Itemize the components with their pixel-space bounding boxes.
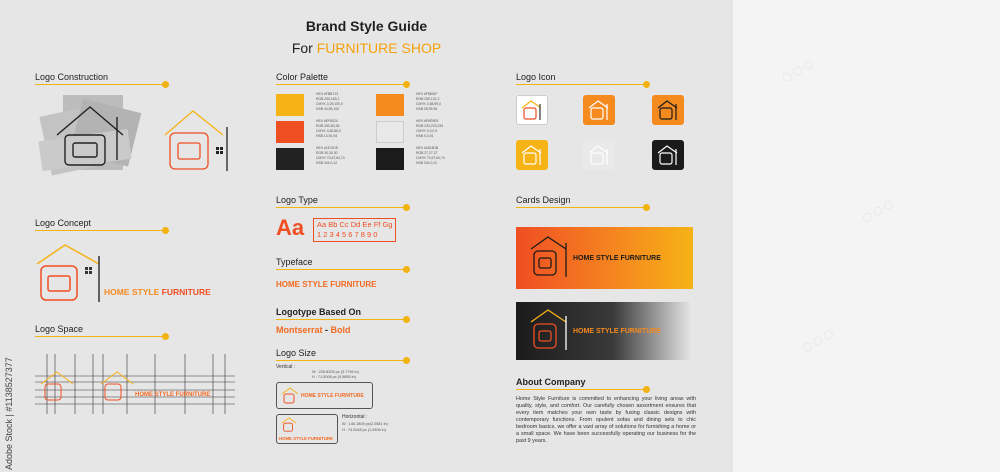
logo-type-sample: Aa (276, 215, 305, 240)
section-heading-typeface: Typeface (276, 257, 313, 267)
section-heading-logo-concept: Logo Concept (35, 218, 92, 228)
logo-icon-variant (652, 140, 684, 170)
section-dot (643, 81, 650, 88)
vertical-height: H : 71.5008 px (0.9855 in) (312, 375, 356, 379)
house-chair-icon (657, 144, 679, 166)
color-value-line: HSB 344,0,12 (316, 161, 338, 165)
color-value-line: HEX #FBB713 (316, 92, 339, 96)
color-value-line: CMYK 70,67,64,74 (316, 156, 345, 160)
card-logo-icon (530, 235, 570, 279)
section-heading-logo-construction: Logo Construction (35, 72, 109, 82)
section-heading-color-palette: Color Palette (276, 72, 329, 82)
color-swatch-values (316, 92, 343, 112)
wordmark-part1: HOME STYLE (104, 287, 160, 297)
color-swatch (276, 121, 304, 143)
color-value-line: HSB 28,99,96 (416, 107, 438, 111)
logo-concept-mark (35, 242, 105, 304)
color-swatch-values (416, 119, 443, 139)
section-rule (276, 360, 406, 361)
watermark: ○○○ (856, 192, 900, 230)
stock-id: Adobe Stock | #1138527377 (4, 357, 14, 470)
logo-icon-variant (516, 95, 548, 125)
section-rule (35, 84, 165, 85)
house-chair-icon (521, 144, 543, 166)
page-subtitle (0, 40, 733, 56)
section-rule (276, 84, 406, 85)
mini-logo-icon (281, 387, 299, 405)
svg-text:HOME STYLE FURNITURE: HOME STYLE FURNITURE (135, 392, 211, 398)
house-chair-icon (521, 99, 543, 121)
section-heading-cards-design: Cards Design (516, 195, 571, 205)
color-swatch (376, 94, 404, 116)
logo-icon-variant (583, 95, 615, 125)
section-heading-logo-space: Logo Space (35, 324, 84, 334)
card-logo-icon (530, 308, 570, 352)
watermark: ○○○ (796, 322, 840, 360)
horizontal-label: Horizontal : (342, 414, 368, 420)
logo-concept-wordmark (104, 287, 211, 297)
color-value-line: HSB 44,99,100 (316, 107, 339, 111)
logo-construction-illustration (35, 95, 235, 185)
color-swatch (376, 121, 404, 143)
background-panel (733, 0, 1000, 472)
color-swatch-values (416, 92, 441, 112)
typeface-sample: HOME STYLE FURNITURE (276, 280, 377, 289)
logo-type-digits: 1 2 3 4 5 6 7 8 9 0 (317, 230, 378, 239)
color-swatch-values (316, 146, 345, 166)
color-value-line: HEX #E9E9E9 (416, 119, 439, 123)
color-swatch-values (416, 146, 445, 166)
mini-wordmark: HOME STYLE FURNITURE (279, 436, 333, 441)
section-heading-about-company: About Company (516, 377, 586, 387)
section-heading-logotype-based-on: Logotype Based On (276, 307, 362, 317)
logo-icon-variant (583, 140, 615, 170)
subtitle-accent: FURNITURE SHOP (316, 40, 442, 56)
section-dot (162, 227, 169, 234)
house-chair-icon (588, 144, 610, 166)
section-rule (276, 319, 406, 320)
mini-logo-icon (281, 417, 297, 433)
color-swatch-values (316, 119, 341, 139)
wordmark-part2: FURNITURE (161, 287, 211, 297)
section-heading-logo-type: Logo Type (276, 195, 318, 205)
logo-type-letters: Aa Bb Cc Dd Ee Ff Gg (317, 220, 393, 229)
section-rule (516, 207, 646, 208)
color-value-line: HSB 0,0,91 (416, 134, 434, 138)
logo-space-grid (35, 352, 235, 414)
color-value-line: CMYK 0,29,100,0 (316, 102, 343, 106)
color-value-line: CMYK 70,67,64,74 (416, 156, 445, 160)
section-dot (403, 81, 410, 88)
vertical-dimensions (312, 370, 359, 380)
color-swatch (276, 94, 304, 116)
font-name: Montserrat (276, 325, 323, 335)
section-rule (516, 389, 646, 390)
vertical-width: W : 226.8305 px (3.7796 in) (312, 370, 359, 374)
section-dot (403, 204, 410, 211)
color-value-line: CMYK 0,0,0,9 (416, 129, 438, 133)
color-value-line: HSB 13,91,94 (316, 134, 338, 138)
color-value-line: HEX #EF5024 (316, 119, 338, 123)
color-value-line: RGB 233,233,233 (416, 124, 444, 128)
color-swatch (376, 148, 404, 170)
section-rule (516, 84, 646, 85)
section-dot (403, 316, 410, 323)
color-value-line: HEX #1B1B1B (416, 146, 439, 150)
watermark: ○○○ (776, 52, 820, 90)
color-swatch (276, 148, 304, 170)
color-value-line: HSB 344,0,11 (416, 161, 437, 165)
section-dot (403, 357, 410, 364)
color-value-line: CMYK 0,58,99,0 (416, 102, 441, 106)
subtitle-prefix: For (291, 40, 313, 56)
section-dot (403, 266, 410, 273)
business-card-dark (516, 302, 693, 360)
horizontal-height: H : 74.2048 px (1.0306 in) (342, 428, 386, 432)
section-rule (276, 207, 406, 208)
color-value-line: CMYK 0,82,86,0 (316, 129, 341, 133)
logo-type-glyph-box (313, 218, 396, 242)
font-separator: - (325, 325, 329, 335)
section-rule (276, 269, 406, 270)
logo-icon-variant (516, 140, 548, 170)
font-weight: Bold (330, 325, 351, 335)
color-value-line: RGB 30,30,30 (316, 151, 338, 155)
logo-icon-variant (652, 95, 684, 125)
color-value-line: RGB 250,80,36 (316, 124, 340, 128)
color-value-line: RGB 250,183,2 (316, 97, 340, 101)
color-value-line: HEX #F5831F (416, 92, 438, 96)
section-dot (643, 204, 650, 211)
section-dot (162, 333, 169, 340)
section-rule (35, 230, 165, 231)
logotype-font (276, 325, 351, 335)
section-dot (162, 81, 169, 88)
about-company-text: Home Style Furniture is committed to enhancing your living areas with quality, style, and comfort. Our carefully chosen assortment ensures that every item matches your own taste by fusing classic designs with contemporary functions. From opulent sofas and dining sets to chic bedroom basics, we offer a vast array of solutions for furnishing a home or a small space. We have been successfully operating our business for the past 9 years. (516, 396, 696, 444)
section-heading-logo-icon: Logo Icon (516, 72, 556, 82)
horizontal-width: W : 146.1805 px(2.0581 in) (342, 422, 388, 426)
mini-wordmark: HOME STYLE FURNITURE (301, 392, 364, 399)
color-value-line: HEX #1E1E1E (316, 146, 339, 150)
horizontal-dimensions (342, 421, 388, 433)
page-title: Brand Style Guide (305, 18, 428, 34)
color-value-line: RGB 27,27,27 (416, 151, 438, 155)
card-wordmark: HOME STYLE FURNITURE (573, 328, 661, 335)
logo-size-horizontal-box (276, 414, 338, 444)
section-rule (35, 336, 165, 337)
card-wordmark: HOME STYLE FURNITURE (573, 255, 661, 262)
business-card-orange (516, 227, 693, 289)
section-dot (643, 386, 650, 393)
house-chair-icon (588, 99, 610, 121)
color-value-line: RGB 255,131,2 (416, 97, 440, 101)
vertical-label: Vertical : (276, 364, 296, 370)
section-heading-logo-size: Logo Size (276, 348, 317, 358)
logo-size-vertical-box (276, 382, 373, 409)
house-chair-icon (657, 99, 679, 121)
